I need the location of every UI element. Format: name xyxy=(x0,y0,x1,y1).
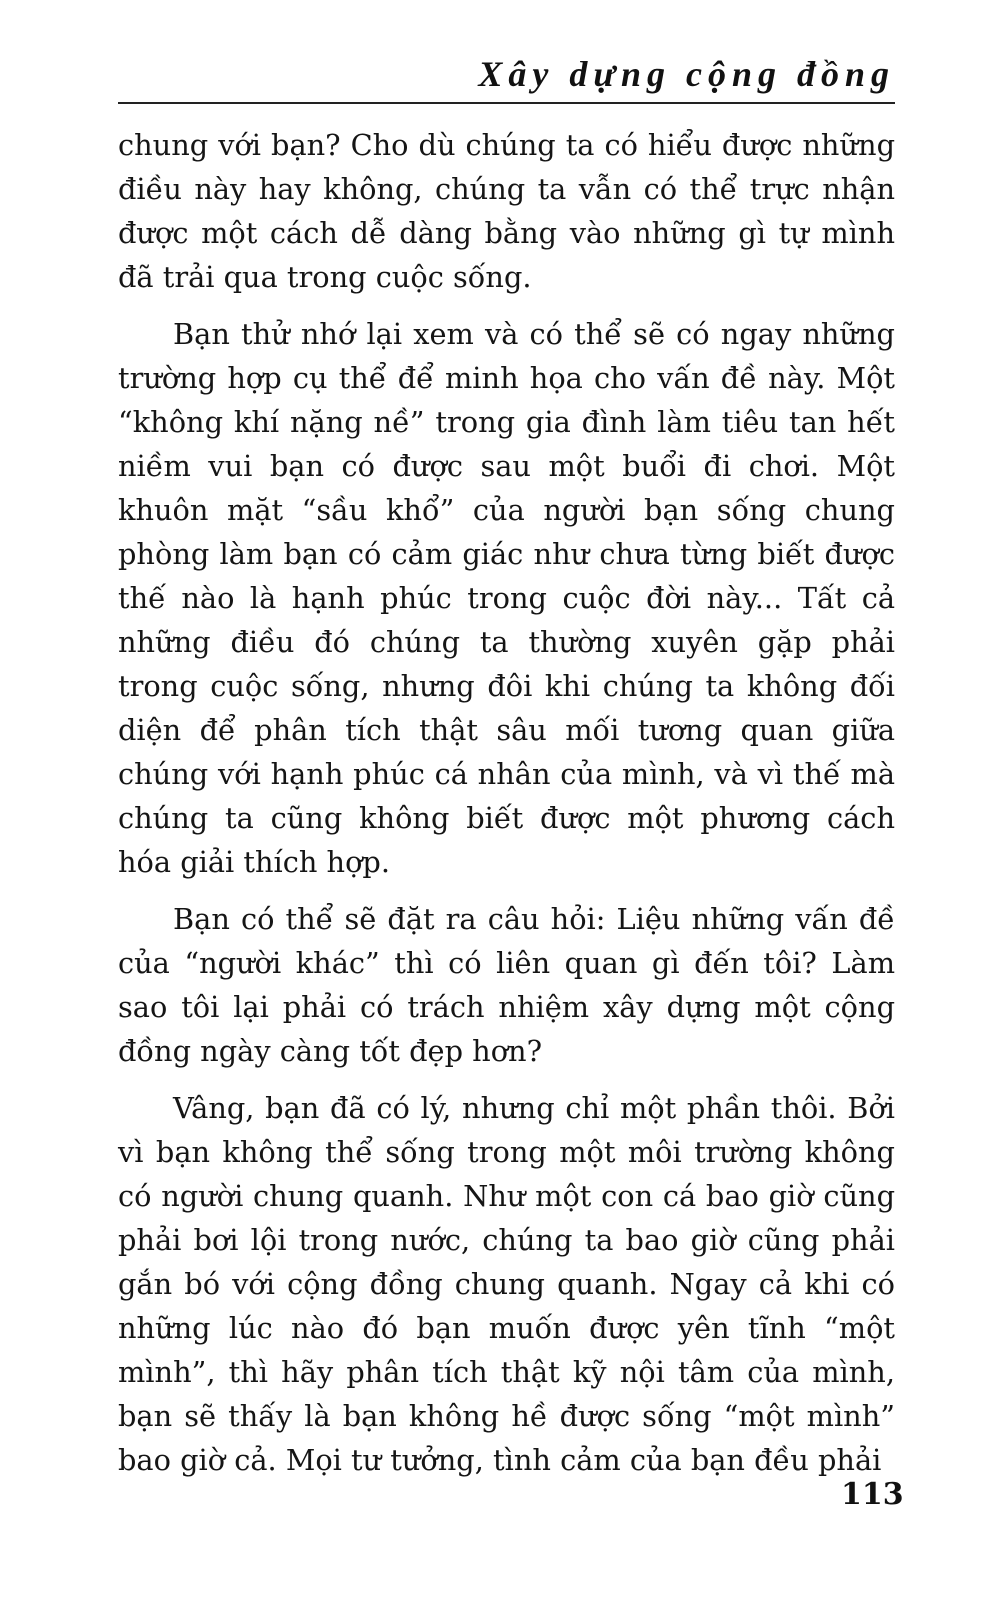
paragraph-examples: Bạn thử nhớ lại xem và có thể sẽ có ngay những trường hợp cụ thể để minh họa cho vấn đề này. Một “không khí nặng nề” trong gia đình làm tiêu tan hết niềm vui bạn có được sau một buổi đi chơi. Một khuôn mặt “sầu khổ” của người bạn sống chung phòng làm bạn có cảm giác như chưa từng biết được thế nào là hạnh phúc trong cuộc đời này... Tất cả những điều đó chúng ta thường xuyên gặp phải trong cuộc sống, nhưng đôi khi chúng ta không đối diện để phân tích thật sâu mối tương quan giữa chúng với hạnh phúc cá nhân của mình, và vì thế mà chúng ta cũng không biết được một phương cách hóa giải thích hợp. xyxy=(118,317,895,879)
paragraph-question: Bạn có thể sẽ đặt ra câu hỏi: Liệu những vấn đề của “người khác” thì có liên quan gì đến tôi? Làm sao tôi lại phải có trách nhiệm xây dựng một cộng đồng ngày càng tốt đẹp hơn? xyxy=(118,902,895,1068)
body-text xyxy=(118,123,895,1482)
paragraph-continuation: chung với bạn? Cho dù chúng ta có hiểu được những điều này hay không, chúng ta vẫn có thể trực nhận được một cách dễ dàng bằng vào những gì tự mình đã trải qua trong cuộc sống. xyxy=(118,128,895,294)
running-header xyxy=(118,52,895,104)
paragraph-answer: Vâng, bạn đã có lý, nhưng chỉ một phần thôi. Bởi vì bạn không thể sống trong một môi trường không có người chung quanh. Như một con cá bao giờ cũng phải bơi lội trong nước, chúng ta bao giờ cũng phải gắn bó với cộng đồng chung quanh. Ngay cả khi có những lúc nào đó bạn muốn được yên tĩnh “một mình”, thì hãy phân tích thật kỹ nội tâm của mình, bạn sẽ thấy là bạn không hề được sống “một mình” bao giờ cả. Mọi tư tưởng, tình cảm của bạn đều phải xyxy=(118,1091,895,1477)
running-title: Xây dựng cộng đồng xyxy=(478,54,895,94)
page-number: 113 xyxy=(841,1477,904,1512)
